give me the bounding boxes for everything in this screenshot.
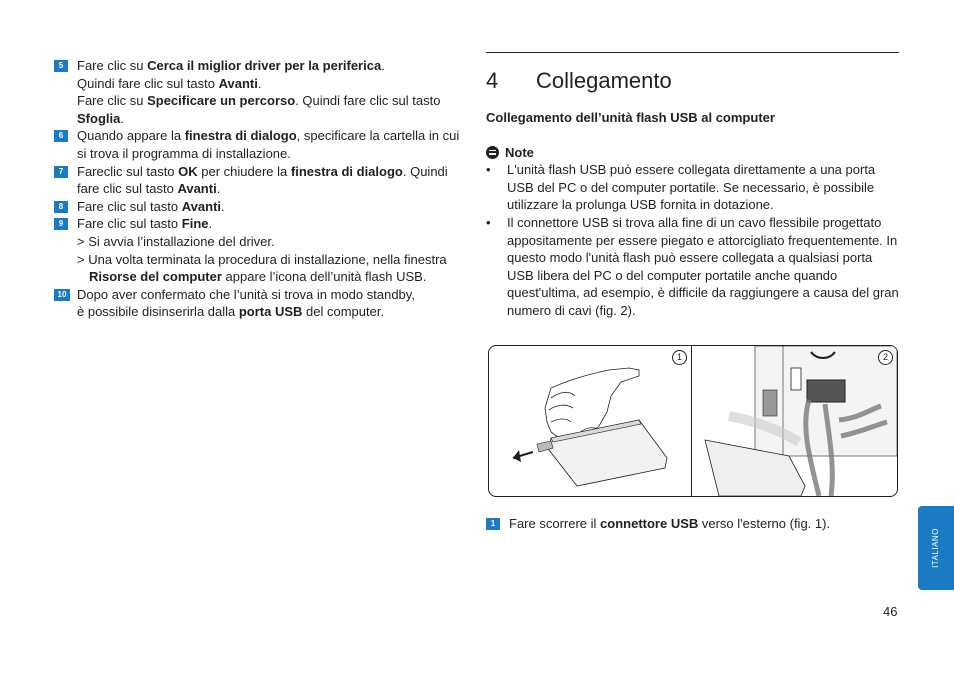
bold-text: finestra di dialogo [184,128,297,144]
step-line [77,57,474,75]
step-line [77,268,474,286]
text-run: . [257,75,262,91]
bold-text: Avanti [218,75,258,91]
text-run: . [221,198,225,214]
figure-caption [486,515,923,533]
text-run: si trova il programma di installazione. [77,145,291,161]
step-line [77,215,474,233]
usb-illustration [489,346,897,496]
note-icon [486,146,499,159]
step-line [77,145,474,163]
note-heading [486,144,900,162]
computer-panel-drawing [755,346,897,456]
text-run: . [381,58,385,73]
figure-label-1: 1 [672,350,687,365]
step-line [77,110,474,128]
text-run: . Quindi fare clic sul tasto [295,93,441,109]
instruction-step [54,286,474,321]
text-run: . Quindi [402,163,448,179]
text-run: Quindi fare clic sul tasto [77,75,219,91]
note-label: Note [505,144,534,160]
section-rule [486,52,899,53]
text-run: Fare clic sul tasto [77,198,182,214]
step-number: 7 [54,166,68,178]
text-run: , specificare la cartella in cui [296,128,460,144]
usb-figure [488,345,898,497]
step-line [77,251,474,269]
text-run: . [216,181,221,197]
section-number: 4 [486,68,499,93]
text-run: del computer. [302,304,385,320]
text-run: > Si avvia l’installazione del driver. [77,233,275,249]
note-item: • Il connettore USB si trova alla fine di un cavo flessibile progettato appositamente per essere piegato e attorcigliato frequentemente. In questo modo l'unità flash può essere collegata a qualsiasi porta USB libera del PC o del computer portatile anche quando quest'ultima, ad esempio, è difficile da raggiungere a causa del gran numero di cavi (fig. 2). [486,214,900,320]
step-number: 5 [54,60,68,72]
bold-text: Risorse del computer [89,269,222,285]
bold-text: OK [178,163,198,179]
step-line [77,180,474,198]
bold-text: Avanti [181,198,222,214]
step-line [77,198,474,216]
bold-text: porta USB [238,304,303,320]
notes-list [486,161,900,319]
bold-text: Avanti [177,181,217,197]
text-run: Dopo aver confermato che l’unità si trova in modo standby, [77,286,415,302]
bold-text: Sfoglia [77,110,121,126]
bold-text: Specificare un percorso [147,93,296,109]
text-run: Fare clic su [77,58,148,73]
text-run: appare l’icona dell’unità flash USB. [221,269,427,285]
bold-text: Cerca il miglior driver per la periferica [147,58,382,73]
text-run: è possibile disinserirla dalla [77,304,239,320]
instructions-column [54,57,474,321]
step-line [77,163,474,181]
step-line [77,286,474,304]
step-number: 8 [54,201,68,213]
note-item: • L'unità flash USB può essere collegata direttamente a una porta USB del PC o del computer portatile. Se necessario, è possibile utilizzare la prolunga USB fornita in dotazione. [486,161,900,214]
instruction-step [54,163,474,198]
step-line [77,233,474,251]
language-tab-label: ITALIANO [931,528,941,568]
bold-text: Fine [181,216,209,232]
text-run: . [120,110,124,126]
section-column [486,52,900,320]
instruction-step [54,198,474,216]
step-line [77,92,474,110]
text-run: > Una volta terminata la procedura di installazione, nella finestra [77,251,447,267]
text-run: verso l'esterno (fig. 1). [698,516,831,531]
figure-divider [691,346,692,496]
text-run: Fare scorrere il [509,516,601,531]
step-line [77,75,474,93]
step-number: 10 [54,289,70,301]
step-number: 9 [54,218,68,230]
page-number: 46 [883,604,898,619]
language-tab [918,506,954,590]
text-run: Fareclic sul tasto [77,163,179,179]
bold-text: finestra di dialogo [290,163,403,179]
flash-drive-drawing [513,420,667,486]
text-run: Fare clic sul tasto [77,216,182,232]
instruction-step [54,127,474,162]
text-run: . [208,216,213,232]
step-line [77,303,474,321]
text-run: fare clic sul tasto [77,181,178,197]
instruction-step [54,57,474,127]
step-line [77,127,474,145]
section-title: Collegamento [536,68,672,93]
instruction-step [54,215,474,285]
caption-text [509,515,923,533]
bold-text: connettore USB [600,516,699,531]
section-heading [486,67,900,95]
caption-step-number: 1 [486,518,500,530]
subheading: Collegamento dell’unità flash USB al computer [486,110,775,125]
text-run: Quando appare la [77,128,185,144]
text-run: per chiudere la [197,163,291,179]
figure-label-2: 2 [878,350,893,365]
step-number: 6 [54,130,68,142]
text-run: Fare clic su [77,93,148,109]
